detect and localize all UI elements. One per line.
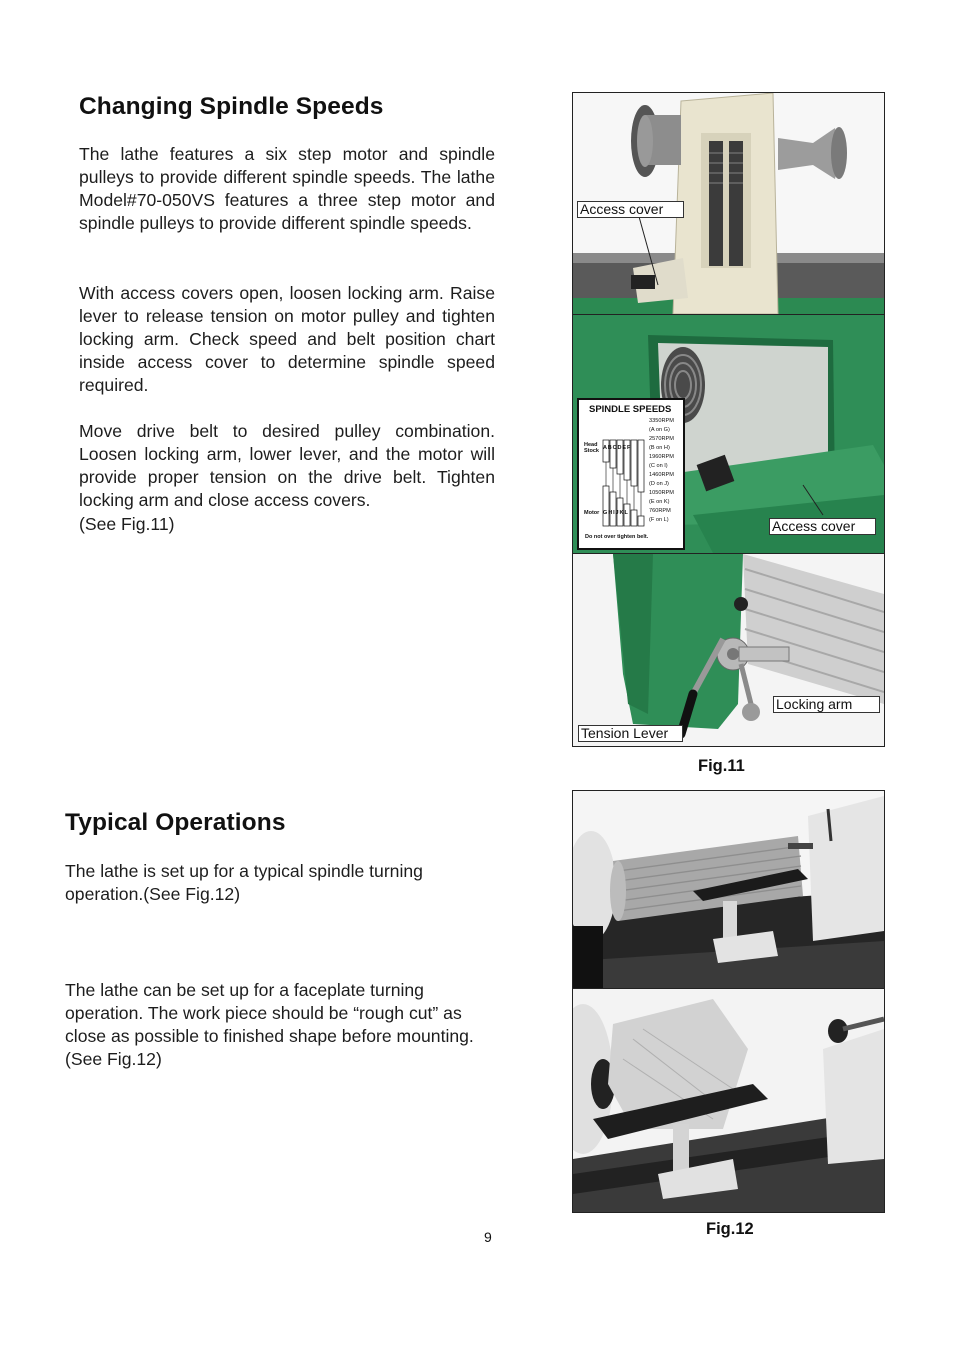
- chart-speed-4-combo: (D on J): [649, 481, 669, 487]
- paragraph-faceplate-turning: The lathe can be set up for a faceplate turning operation. The work piece should be “rough cut” as close as possible to finished shape before mounting. (See Fig.12): [65, 980, 474, 1069]
- chart-speed-6-combo: (F on L): [649, 517, 669, 523]
- paragraph-pulleys: The lathe features a six step motor and spindle pulleys to provide different spindle speeds. The lathe Model#70-050VS features a three step motor and spindle pulleys to provide different spindle speeds.: [79, 144, 495, 233]
- chart-speed-3: 1960RPM: [649, 454, 674, 460]
- paragraph-fig11-ref: (See Fig.11): [79, 514, 175, 534]
- paragraph-drive-belt: Move drive belt to desired pulley combination. Loosen locking arm, lower lever, and the motor will provide proper tension on the drive belt. Tighten locking arm and close access covers.: [79, 421, 495, 510]
- fig11-caption: Fig.11: [698, 757, 745, 775]
- spindle-speeds-chart: [577, 398, 685, 550]
- fig12-frame: [572, 790, 885, 1213]
- chart-speed-4: 1460RPM: [649, 472, 674, 478]
- page-number: 9: [484, 1229, 492, 1245]
- chart-speed-1-combo: (A on G): [649, 427, 670, 433]
- fig11-frame: [572, 92, 885, 747]
- fig12-caption: Fig.12: [706, 1220, 754, 1238]
- section-title-spindle-speeds: Changing Spindle Speeds: [79, 93, 384, 120]
- fig11-photo-headstock: [573, 93, 884, 315]
- chart-speed-2: 2570RPM: [649, 436, 674, 442]
- chart-speed-3-combo: (C on I): [649, 463, 668, 469]
- chart-title: SPINDLE SPEEDS: [589, 404, 672, 415]
- fig11-photo-housing: [573, 315, 884, 554]
- chart-speed-1: 3350RPM: [649, 418, 674, 424]
- chart-speed-5-combo: (E on K): [649, 499, 670, 505]
- chart-speed-6: 760RPM: [649, 508, 671, 514]
- chart-warning: Do not over tighten belt.: [585, 534, 649, 540]
- paragraph-spindle-turning: The lathe is set up for a typical spindle turning operation.(See Fig.12): [65, 861, 423, 904]
- label-access-cover-top: Access cover: [577, 201, 684, 218]
- chart-motor-label: Motor: [584, 510, 600, 516]
- fig12-photo-faceplate-turning: [573, 989, 884, 1212]
- fig11-photo-levers: [573, 554, 884, 746]
- chart-head-stock-label: Head Stock: [584, 442, 599, 454]
- paragraph-locking-arm: With access covers open, loosen locking arm. Raise lever to release tension on motor pulley and tighten locking arm. Check speed and belt position chart inside access cover to determine spindle speed required.: [79, 283, 495, 395]
- label-locking-arm: Locking arm: [773, 696, 880, 713]
- label-tension-lever: Tension Lever: [578, 725, 683, 742]
- chart-speed-5: 1050RPM: [649, 490, 674, 496]
- chart-motor-letters: G H I J K L: [603, 510, 628, 516]
- fig12-photo-spindle-turning: [573, 791, 884, 989]
- chart-head-letters: A B C D E F: [603, 445, 631, 451]
- section-title-typical-operations: Typical Operations: [65, 809, 286, 836]
- label-access-cover-mid: Access cover: [769, 518, 876, 535]
- chart-speed-2-combo: (B on H): [649, 445, 670, 451]
